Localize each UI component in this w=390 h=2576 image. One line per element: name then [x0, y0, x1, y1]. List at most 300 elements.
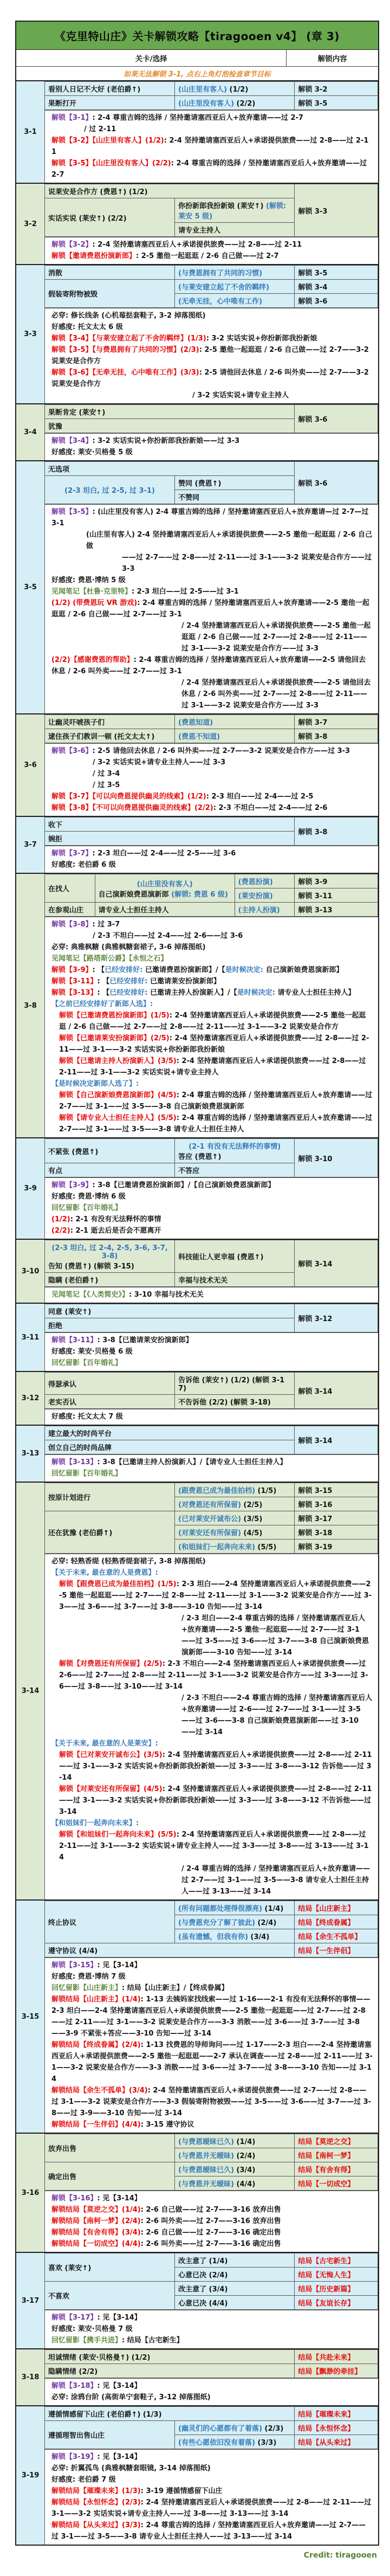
options-table: [45, 81, 378, 110]
unlock-cell: [295, 266, 378, 280]
option-cell: [175, 2435, 295, 2449]
note-line: [51, 919, 373, 930]
options-table: [45, 1138, 378, 1177]
text-segment: 解锁 3-14: [298, 1387, 333, 1396]
options-table: [45, 265, 378, 308]
text-segment: 结局【共赴未来】: [298, 2354, 355, 2362]
option-cell: [45, 2350, 295, 2364]
text-segment: 已经安排好:: [109, 989, 151, 997]
text-segment: (已对莱安开诚布公): [178, 1515, 242, 1523]
text-segment: 你扮新郎我扮新娘 (莱安↑): [178, 202, 266, 210]
text-segment: 解锁【3-9】: [51, 966, 93, 974]
text-segment: (跟费恩已成为最佳拍档): [178, 1487, 256, 1495]
text-segment: 有点: [48, 1167, 63, 1175]
text-segment: 已邀请主持人扮演新人】/【: [150, 989, 237, 997]
text-segment: 解锁【和姐妹们一起奔向未来】(5/5): [59, 1831, 177, 1839]
note-line: [51, 1090, 373, 1112]
text-segment: : 2-3 不坦白——过 2-4——过 2-6: [213, 804, 328, 812]
unlock-cell: [295, 1426, 378, 1454]
unlock-cell: [295, 2268, 378, 2282]
text-segment: 好感度: 费恩·博纳 6 级: [51, 1193, 126, 1201]
unlock-cell: [295, 2253, 378, 2268]
text-segment: (主持人扮演): [238, 906, 280, 915]
unlock-cell: [295, 405, 378, 433]
text-segment: (2/5): [241, 1501, 263, 1509]
option-cell: [45, 266, 175, 280]
note-line: [51, 745, 373, 757]
text-segment: : 2-3 坦白——过 2-4——过 2-5——过 3-6: [92, 849, 236, 858]
unlock-cell: [295, 2134, 378, 2148]
option-cell-line: [48, 1242, 171, 1260]
options-table: [45, 1483, 378, 1554]
option-cell: [175, 1373, 295, 1395]
stage-id: 3-10: [16, 1240, 45, 1303]
text-segment: (1/2) (带费恩玩 VR 游戏): [51, 599, 138, 607]
text-segment: 还在犹豫 (老伯爵↑): [48, 1529, 113, 1537]
text-segment: 结局【一生伴侣】: [298, 1947, 355, 1955]
text-segment: 结局【无悔人生】: [298, 2271, 355, 2279]
text-segment: (3/4): [234, 2166, 256, 2174]
note-line: [51, 1567, 373, 1579]
text-segment: : 3-2 实话实说+你扮新郎我扮新娘——过 3-3: [92, 437, 240, 445]
text-segment: 解锁【对莱安还有所保留】(4/5): [59, 1785, 162, 1793]
options-table: [45, 404, 378, 433]
option-cell: [175, 2162, 295, 2176]
stage-notes: [45, 1409, 378, 1425]
option-cell: [45, 1139, 175, 1163]
option-cell: [175, 2282, 295, 2296]
stage-notes: [45, 110, 378, 183]
warning-note: 如果无法解锁 3-1, 点右上角灯泡检查章节目标: [16, 67, 378, 81]
text-segment: ——过 2-7——过 2-8——过 2-11——过 3-1——3-2 说莱安是合作方——过 3-3: [122, 553, 372, 573]
text-segment: 解锁【跟费恩已成为最佳拍档】(1/5): [59, 1580, 177, 1588]
option-cell: [175, 729, 295, 743]
text-segment: : 2-6 自己做——过 2-7——3-16 确定出售: [140, 2229, 281, 2237]
text-segment: 解锁结局【终成眷属】(2/4): [51, 2041, 141, 2049]
text-segment: : 2-4 坚持邀请塞西亚后人+承诺提供旅费——过 2-7——过 2-8——过 3-1——3-2 说莱安是合作方——3-3 假装寄附物被毁——过 3-5——过 3-6——过 3-7——过 3-8——过 3-9——3-10 告知——过 3-14: [51, 2086, 372, 2117]
unlock-cell: [295, 1483, 378, 1497]
option-cell: [45, 82, 175, 96]
note-line: [51, 239, 373, 250]
text-segment: (2-1 有没有无法释怀的事情): [188, 1143, 281, 1151]
stage-section: [16, 2134, 378, 2253]
text-segment: : (山庄里没有客人) 2-4 尊重吉姆的选择 / 坚持邀请塞西亚后人+放弃邀请—过 2-7—过 3-1: [51, 508, 369, 527]
text-segment: (费恩知道): [178, 719, 213, 727]
text-segment: 告知 (费恩↑) (解锁 3-15): [48, 1263, 134, 1271]
text-segment: 见闻笔记【路塔斯公爵】【永恒之石】: [51, 955, 168, 963]
text-segment: : 2-3 坦白——过 2-4——过 2-5: [206, 793, 314, 801]
text-segment: (莱安扮演): [238, 892, 273, 900]
text-segment: 请专业人士担任主持人】: [277, 989, 355, 997]
text-segment: : 3-8【已邀请主持人扮演新人】/【请专业人士担任主持人】: [97, 1458, 287, 1466]
text-segment: 犹豫: [48, 423, 63, 431]
text-segment: : 2-4 尊重吉姆的选择 / 坚持邀请塞西亚后人+放弃邀请——过 2-7——过 3-1——过 3-5——3-8 自己演新娘费恩演新郎: [59, 1091, 373, 1111]
option-cell: [175, 198, 295, 223]
note-line: [51, 1289, 373, 1300]
option-cell: [175, 223, 295, 237]
text-segment: 是时候决定:: [237, 989, 278, 997]
text-segment: (2/2)【感谢费恩的帮助】: [51, 656, 134, 664]
stage-notes: [45, 1957, 378, 2133]
option-cell: [45, 874, 95, 903]
options-table: [45, 817, 378, 846]
text-segment: : 2-3 不坦白——2-4 坚持邀请塞西亚后人+承诺提供旅费——过 2-6——过 2-7——过 2-8——过 2-11——过 3-1——3-2 说莱安是合作方——过 3-3——过 3-6——过 3-8——过 3-10——过 3-14: [59, 1660, 368, 1691]
text-segment: 解锁【3-5】【山庄里没有客人】(2/2): [51, 159, 171, 168]
text-segment: 解锁【3-2】: [51, 241, 93, 249]
options-table: [45, 2406, 378, 2449]
text-segment: / 过 3-4: [93, 770, 120, 778]
note-line: [51, 112, 373, 124]
note-line: [51, 757, 373, 768]
text-segment: 见闻笔记【杜鲁·克里特】: [51, 588, 132, 596]
note-line: [51, 2463, 373, 2474]
text-segment: 好感度: 费恩·博纳 5 级: [51, 576, 126, 584]
note-line: [51, 1033, 373, 1055]
text-segment: 解锁结局【莫逆之交】(1/4): [51, 2206, 141, 2214]
option-cell: [175, 266, 295, 280]
stage-section: [16, 404, 378, 461]
text-segment: 幸福与技术无关: [178, 1277, 228, 1285]
credit-line: Credit: tiragooen: [303, 2551, 377, 2560]
stage-section: [16, 184, 378, 265]
options-table: [45, 2134, 378, 2191]
stage-section: [16, 874, 378, 1138]
text-segment: 消散: [48, 269, 63, 278]
text-segment: (山庄里没有客人): [178, 100, 235, 108]
text-segment: 好感度: 托文太太 7 级: [51, 1413, 123, 1421]
note-line: [51, 1225, 373, 1237]
note-line: [51, 2204, 373, 2216]
option-cell: [175, 1915, 295, 1929]
option-cell: [45, 1943, 295, 1957]
unlock-cell: [295, 82, 378, 96]
text-segment: 解锁结局【永恒怀念】(2/3): [51, 2498, 141, 2507]
note-line: [51, 2312, 373, 2323]
note-line: [51, 1055, 373, 1078]
text-segment: : 【: [97, 977, 110, 986]
text-segment: 结局【莫逆之交】: [298, 2138, 355, 2146]
text-segment: (虽有遗憾，但我有你): [178, 1933, 249, 1941]
option-cell: [45, 2421, 175, 2449]
text-segment: : 见【3-14】: [97, 2194, 141, 2203]
unlock-cell: [295, 1525, 378, 1540]
options-table: [45, 874, 378, 917]
note-line: [51, 1960, 373, 1971]
text-segment: 解锁 3-8: [298, 733, 328, 741]
unlock-cell: [295, 903, 378, 917]
text-segment: (幽灵们的心愿都有了着落): [178, 2425, 263, 2433]
walkthrough-table: [15, 21, 379, 2546]
text-segment: (1/5): [255, 1487, 277, 1495]
text-segment: / 2-4 尊重吉姆的选择 / 坚持邀请塞西亚后人+放弃邀请——过 2-7——过 3-1——过 3-5——3-8 请专业人士担任主持人——过 3-13——过 3-14: [181, 1865, 370, 1896]
text-segment: 解锁【3-2】【山庄里有客人】(1/2): [51, 137, 164, 145]
text-segment: (有些心愿依旧没有着落): [178, 2439, 256, 2447]
option-cell: [175, 1929, 295, 1943]
text-segment: 说莱安是合作方 (费恩↑) (1/2): [48, 188, 148, 196]
text-segment: 必穿: 修长线条 (心机莓挞套鞋子, 3-2 掉落图纸): [51, 312, 206, 320]
text-segment: 回忆留影【山庄新主】: [51, 1984, 122, 1992]
text-segment: 解锁 3-14: [298, 1437, 333, 1445]
stage-notes: [45, 433, 378, 460]
text-segment: (与费恩充分了解了彼此): [178, 1919, 256, 1927]
text-segment: 婉拒: [48, 835, 63, 843]
note-line: [51, 158, 373, 181]
option-cell: [45, 2364, 295, 2378]
note-line: [51, 791, 373, 802]
text-segment: 必穿: 涂鸦台阶 (高街单宁套鞋子, 3-12 掉落图纸): [51, 2393, 211, 2401]
unlock-cell: [295, 2162, 378, 2176]
text-segment: 【之前已经安排好了新郎人选】:: [51, 1000, 153, 1008]
option-cell: [45, 817, 295, 832]
text-segment: 解锁 3-17: [298, 1515, 333, 1523]
text-segment: 解锁【已邀请莱安扮演新郎】(2/5): [59, 1034, 170, 1042]
text-segment: 好感度: 莱安·贝格曼 6 级: [51, 1348, 133, 1356]
stage-notes: [45, 308, 378, 403]
stage-notes: [45, 2310, 378, 2348]
text-segment: (1/2): [51, 1215, 70, 1223]
text-segment: 已经安排好:: [105, 966, 145, 974]
text-segment: 放弃出售: [48, 2145, 77, 2153]
unlock-cell: [295, 2435, 378, 2449]
text-segment: : 2-5 邀他一起逛逛 / 2-6 自己做——过 2-7: [136, 252, 279, 260]
text-segment: 解锁 3-19: [298, 1543, 333, 1551]
text-segment: (2/2): [51, 1227, 70, 1235]
text-segment: 赞同 (费恩↑): [178, 480, 222, 488]
text-segment: 不喜欢: [48, 2292, 70, 2301]
note-line: [51, 2238, 373, 2250]
text-segment: 按原计划进行: [48, 1494, 91, 1502]
note-line: [51, 1579, 373, 1613]
text-segment: : 2-3 坦白——2-4 坚持邀请塞西亚后人+承诺提供旅费——2-5 邀他一起逛逛——过 2-7——过 2-8——过 2-11——过 3-1——3-2 说莱安是合作方——过 3-3——过 3-6——过 3-7——过 3-8——3-10 告知——过 3-14: [59, 1580, 372, 1611]
text-segment: 解锁【3-13】: [51, 1458, 98, 1466]
text-segment: 解锁 3-7: [298, 719, 328, 727]
text-segment: 【关于未来, 最在意的人是莱安】:: [51, 1740, 158, 1748]
note-line: [51, 447, 373, 458]
note-line: [51, 1010, 373, 1033]
text-segment: 告诉他 (莱安↑) (1/2) (解锁 3-17): [178, 1376, 285, 1393]
text-segment: 看别人日记不大好 (老伯爵↑): [48, 86, 141, 94]
text-segment: 解锁 3-11: [298, 892, 333, 900]
text-segment: / 3-2 实话实说+请专业主持人——过 3-3: [93, 758, 226, 767]
option-cell: [175, 1540, 295, 1554]
text-segment: : 2-4 坚持邀请塞西亚后人+承诺提供旅费——过 2-8——过 2-11——过 3-1——3-2 实话实说+你扮新郎我扮新娘: [59, 1034, 369, 1054]
text-segment: : 2-6 自己做——过 2-7——3-16 放弃出售: [140, 2206, 281, 2214]
unlock-cell: [295, 817, 378, 846]
text-segment: 解锁【3-7】: [51, 849, 93, 858]
stage-id: 3-4: [16, 404, 45, 460]
text-segment: 同意 (莱安↑): [48, 1308, 92, 1316]
text-segment: 实话实说 (莱安↑) (2/2): [48, 214, 127, 223]
text-segment: 回忆留影【百年婚礼】: [51, 1204, 122, 1212]
unlock-cell: [295, 1915, 378, 1929]
text-segment: 遵循理智出售山庄: [48, 2432, 105, 2440]
note-line: [51, 1658, 373, 1692]
text-segment: (1/4): [234, 2138, 256, 2146]
option-cell: [45, 832, 295, 846]
column-header-stage: 关卡/选择: [16, 50, 287, 66]
text-segment: 解锁 3-6: [298, 298, 328, 306]
note-line: [51, 506, 373, 529]
option-cell: [175, 476, 295, 490]
note-line: [51, 1783, 373, 1818]
option-cell: [45, 2407, 295, 2421]
note-line: [51, 529, 373, 552]
text-segment: 拒绝: [48, 1322, 63, 1330]
note-line: [51, 1202, 373, 1214]
text-segment: 好感度: 老伯爵 7 级: [51, 2476, 116, 2484]
text-segment: : 2-4 尊重吉姆的选择 / 坚持邀请塞西亚后人+放弃邀请——2-5 请他回去休息 / 2-6 叫外卖——过 2-7——过 3-1: [51, 656, 366, 675]
note-line: [51, 2520, 373, 2542]
text-segment: 结局【余生不孤单】: [298, 1933, 362, 1941]
note-line: [51, 575, 373, 586]
text-segment: 好感度: 莱安·贝格曼 5 级: [51, 448, 133, 456]
stage-notes: [45, 504, 378, 713]
text-segment: 回忆留影【携手共进】: [51, 2336, 122, 2345]
text-segment: 解锁【3-6】: [51, 747, 93, 755]
unlock-cell: [295, 1497, 378, 1511]
note-line: [51, 654, 373, 677]
text-segment: 解锁结局【有舍有得】(3/4): [51, 2229, 141, 2237]
option-cell: [175, 82, 295, 96]
text-segment: (山庄里有客人): [178, 86, 227, 94]
unlock-cell: [295, 462, 378, 504]
text-segment: (5/5): [255, 1543, 277, 1551]
text-segment: 不赞同: [178, 494, 200, 502]
text-segment: 在参观山庄: [48, 906, 84, 915]
option-cell-line: [178, 1151, 291, 1161]
text-segment: 结局【古宅新生】: [298, 2257, 355, 2265]
options-table: [45, 2349, 378, 2378]
text-segment: 已邀请费恩扮演新郎】/【: [145, 966, 225, 974]
stage-section: [16, 461, 378, 714]
note-line: [51, 2323, 373, 2335]
stage-id: 3-13: [16, 1426, 45, 1482]
text-segment: : 2-6 叫外卖——过 2-7——3-16 放弃出售: [140, 2217, 281, 2225]
text-segment: 结局【飘渺的牵挂】: [298, 2368, 362, 2376]
text-segment: 解锁结局【璀璨未来】(1/3): [51, 2487, 141, 2495]
option-cell: [45, 903, 95, 917]
option-cell: [175, 280, 295, 294]
text-segment: 结局【山庄新主】: [298, 1905, 355, 1913]
unlock-cell: [295, 2350, 378, 2364]
text-segment: 必穿: 典雅枫糖 (典雅枫糖套裙子, 3-6 掉落图纸): [51, 943, 206, 951]
option-cell: [235, 903, 295, 917]
note-line: [51, 859, 373, 871]
note-line: [51, 2085, 373, 2119]
text-segment: 结局【一切成空】: [298, 2180, 355, 2188]
text-segment: 回忆留影【百年婚礼】: [51, 1359, 122, 1367]
text-segment: (4/5): [241, 1529, 263, 1537]
text-segment: 不告诉他 (2/2) (解锁 3-18): [178, 1399, 271, 1407]
text-segment: / 2-3 不坦白——过 2-4——过 2-6——过 3-6: [93, 932, 243, 940]
note-line: [51, 620, 373, 654]
text-segment: (所有问题都处理得很漂亮): [178, 1905, 263, 1913]
note-line: [51, 321, 373, 333]
option-cell: [45, 1304, 295, 1318]
text-segment: 解锁【3-18】: [51, 2382, 98, 2390]
stage-id: 3-2: [16, 184, 45, 264]
text-segment: : 3-2 实话实说+你扮新郎我扮新娘: [206, 334, 317, 343]
text-segment: 结局【永恒怀念】: [298, 2425, 355, 2433]
text-segment: 解锁【3-7】【可以向费恩提供幽灵的线索】(1/2): [51, 793, 206, 801]
text-segment: / 过 3-5: [93, 781, 120, 789]
stage-id: 3-6: [16, 714, 45, 816]
unlock-cell: [295, 1240, 378, 1287]
text-segment: (与费恩并无暧昧): [178, 2180, 235, 2188]
text-segment: (对莱安还有所保留): [178, 1529, 242, 1537]
text-segment: : 2-5 邀他一起逛逛 / 2-6 自己做——过 2-7——3-2 说莱安是合作方: [51, 346, 369, 365]
stage-id: 3-14: [16, 1483, 45, 1899]
note-line: [51, 2392, 373, 2403]
option-cell: [175, 2253, 295, 2268]
text-segment: 解锁 3-16: [298, 1501, 333, 1509]
text-segment: (费恩扮演): [238, 878, 273, 886]
text-segment: 好感度: 托文太太 6 级: [51, 323, 123, 331]
text-segment: 确定出售: [48, 2173, 77, 2181]
text-segment: 解锁结局【一生伴侣】(4/4): [51, 2121, 141, 2129]
text-segment: / 2-4 坚持邀请塞西亚后人+承诺提供旅费——2-5 请他回去休息 / 2-6 叫外卖——过 2-7——过 2-8——过 2-11——过 3-1——3-2 说莱安是合作方——过 3-3: [181, 679, 371, 710]
option-cell-line: [178, 1141, 291, 1151]
note-line: [51, 1357, 373, 1369]
stage-section: [16, 1426, 378, 1483]
text-segment: 解锁结局【山庄新主】(1/4): [51, 1995, 141, 2004]
text-segment: 创立自己的时尚品牌: [48, 1444, 112, 1452]
option-cell: [175, 715, 295, 729]
option-cell: [45, 2162, 175, 2191]
options-table: [45, 714, 378, 743]
note-line: [51, 1971, 373, 1982]
stage-notes: [45, 1554, 378, 1899]
stage-id: 3-3: [16, 265, 45, 403]
text-segment: (和姐妹们一起奔向未来): [178, 1543, 256, 1551]
unlock-cell: [295, 2421, 378, 2435]
note-line: [51, 1180, 373, 1191]
stage-section: [16, 1304, 378, 1372]
note-line: [51, 987, 373, 999]
unlock-cell: [295, 2176, 378, 2191]
text-segment: 终止协议: [48, 1919, 77, 1927]
text-segment: 隐瞒 (老伯爵↑): [48, 1277, 99, 1285]
text-segment: : 【: [97, 989, 110, 997]
stage-id: 3-5: [16, 461, 45, 713]
stage-section: [16, 817, 378, 874]
note-line: [51, 677, 373, 711]
note-line: [51, 780, 373, 791]
note-line: [51, 2216, 373, 2227]
option-cell: [45, 96, 175, 110]
option-cell: [45, 2253, 175, 2282]
option-cell: [235, 874, 295, 888]
option-cell: [45, 419, 295, 433]
note-line: [51, 2485, 373, 2497]
option-cell: [175, 96, 295, 110]
text-segment: 得瑟承认: [48, 1380, 77, 1389]
text-segment: 解锁【3-16】: [51, 2194, 98, 2203]
text-segment: 结局【终成眷属】: [298, 1919, 355, 1927]
text-segment: 让幽灵吓唬孩子们: [48, 719, 105, 727]
text-segment: 必穿: 折翼孤鸟 (典雅枫糖套眼镜, 3-14 掉落图纸): [51, 2464, 211, 2472]
text-segment: : 3-19 遵循情感留下山庄: [140, 2487, 223, 2495]
unlock-cell: [295, 2148, 378, 2162]
option-cell: [175, 1525, 295, 1540]
text-segment: 解锁 3-5: [298, 100, 328, 108]
option-cell: [45, 715, 175, 729]
text-segment: 自己演新娘费恩演新郎: [98, 890, 172, 899]
option-cell: [45, 2134, 175, 2162]
stage-sections: [16, 81, 378, 2545]
text-segment: 解锁【3-1】: [51, 114, 93, 122]
unlock-cell: [295, 1304, 378, 1332]
